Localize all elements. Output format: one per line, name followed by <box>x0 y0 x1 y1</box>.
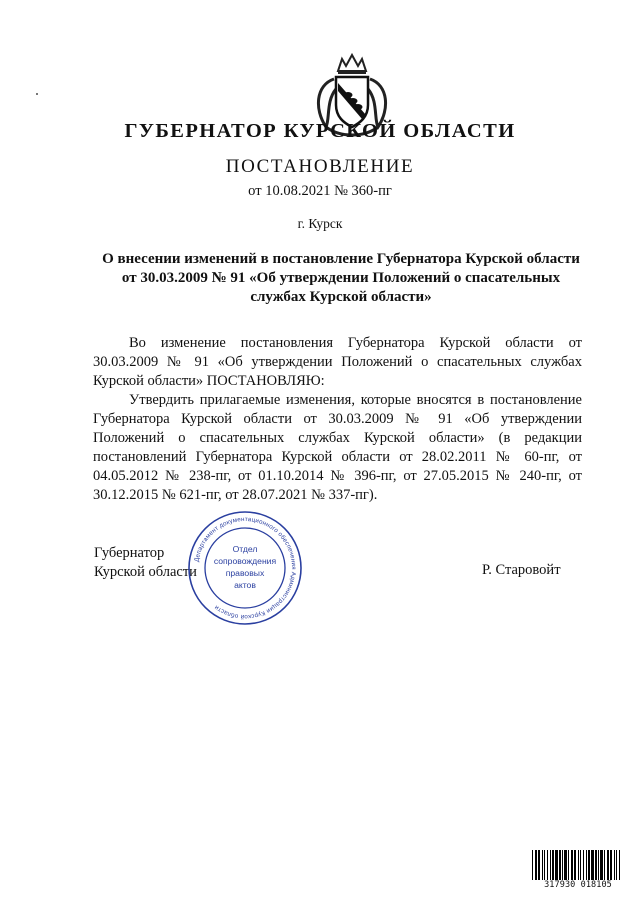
document-title: О внесении изменений в постановление Губернатора Курской области от 30.03.2009 № 91 «Об утверждении Положений о спасательных службах Курской области» <box>102 251 580 305</box>
barcode-bar <box>535 850 537 880</box>
authority-heading: ГУБЕРНАТОР КУРСКОЙ ОБЛАСТИ <box>124 120 516 142</box>
barcode-icon <box>532 850 624 880</box>
barcode-bar <box>588 850 590 880</box>
barcode-bar <box>550 850 551 880</box>
document-city: г. Курск <box>297 216 343 231</box>
stamp-line-2: сопровождения <box>213 556 277 566</box>
barcode-bar <box>578 850 579 880</box>
stamp-line-4: актов <box>234 580 256 590</box>
barcode-number: 317930 018105 <box>544 880 612 890</box>
official-stamp <box>187 510 303 626</box>
barcode-bar <box>568 850 569 880</box>
barcode-bar <box>600 850 603 880</box>
signer-position-line1: Губернатор <box>94 545 165 561</box>
barcode-bar <box>532 850 533 880</box>
barcode-bar <box>562 850 563 880</box>
barcode-bar <box>547 850 548 880</box>
preamble-paragraph: Во изменение постановления Губернатора Курской области от 30.03.2009 № 91 «Об утверждении Положений о спасательных службах Курской области» ПОСТАНОВЛЯЮ: <box>93 335 582 389</box>
document-date-number: от 10.08.2021 № 360-пг <box>248 183 392 199</box>
barcode-bar <box>580 850 581 880</box>
margin-mark <box>36 93 38 95</box>
barcode-bar <box>555 850 558 880</box>
barcode-bar <box>559 850 561 880</box>
barcode-bar <box>574 850 576 880</box>
barcode-bar <box>552 850 554 880</box>
barcode-bar <box>614 850 615 880</box>
barcode-bar <box>586 850 587 880</box>
barcode-bar <box>616 850 617 880</box>
barcode-bar <box>544 850 545 880</box>
barcode-bar <box>598 850 599 880</box>
barcode-bar <box>610 850 612 880</box>
document-type: ПОСТАНОВЛЕНИЕ <box>225 156 415 177</box>
signer-position <box>94 544 197 582</box>
barcode-bar <box>564 850 567 880</box>
barcode-bar <box>538 850 540 880</box>
barcode-bar <box>591 850 594 880</box>
barcode-bar <box>583 850 584 880</box>
stamp-line-3: правовых <box>225 568 265 578</box>
barcode-bar <box>542 850 543 880</box>
barcode-bar <box>571 850 573 880</box>
barcode-bar <box>604 850 605 880</box>
resolution-paragraph: Утвердить прилагаемые изменения, которые вносятся в постановление Губернатора Курской области от 30.03.2009 № 91 «Об утверждении Положений о спасательных службах Курской области» (в редакции постановлений Губернатора Курской области от 28.02.2011 № 60-пг, от 04.05.2012 № 238-пг, от 01.10.2014 № 396-пг, от 27.05.2015 № 240-пг, от 30.12.2015 № 621-пг, от 28.07.2021 № 337-пг). <box>93 392 582 503</box>
stamp-ring-text: Департамент документационного обеспечения Администрации Курской области <box>193 515 298 621</box>
barcode-bar <box>619 850 620 880</box>
signer-name: Р. Старовойт <box>482 562 561 578</box>
barcode-bar <box>607 850 609 880</box>
signer-position-line2: Курской области <box>94 564 197 580</box>
stamp-line-1: Отдел <box>232 544 258 554</box>
barcode-bar <box>595 850 597 880</box>
